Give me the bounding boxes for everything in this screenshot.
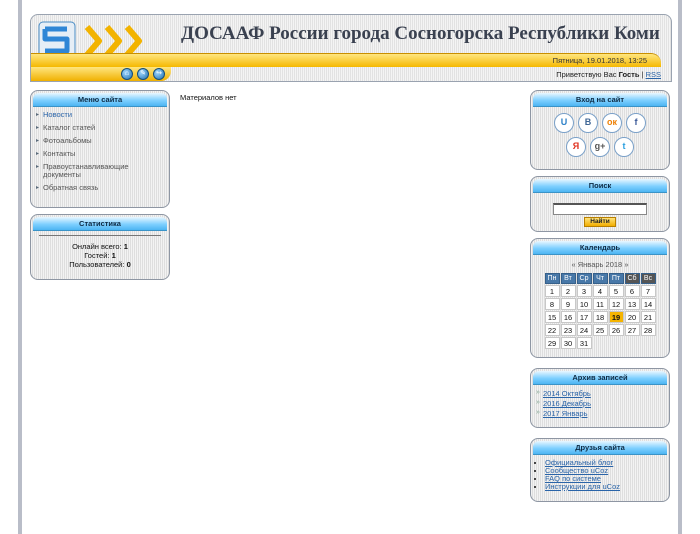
login-block — [530, 90, 670, 170]
calendar-day[interactable]: 20 — [625, 311, 640, 323]
calendar-day[interactable]: 14 — [641, 298, 656, 310]
archive-link[interactable]: 2016 Декабрь — [543, 399, 592, 408]
calendar-day — [609, 337, 624, 349]
search-title: Поиск — [533, 179, 667, 193]
calendar-day[interactable]: 30 — [561, 337, 576, 349]
twitter-icon[interactable]: t — [614, 137, 634, 157]
login-title: Вход на сайт — [533, 93, 667, 107]
weekday: Сб — [625, 273, 640, 284]
calendar-day[interactable]: 19 — [609, 311, 624, 323]
stats-online: Онлайн всего: 1 — [72, 242, 128, 251]
weekday: Пт — [609, 273, 624, 284]
calendar-week — [545, 285, 656, 297]
calendar-week — [545, 311, 656, 323]
search-input[interactable] — [553, 203, 647, 215]
menu-item-photos[interactable]: ▸ Фотоальбомы — [37, 137, 163, 145]
social-login-list — [531, 107, 669, 157]
friend-link[interactable]: FAQ по системе — [545, 474, 601, 483]
calendar-day[interactable]: 28 — [641, 324, 656, 336]
archive-title: Архив записей — [533, 371, 667, 385]
site-header — [30, 14, 672, 82]
list-item — [539, 389, 661, 398]
search-button[interactable]: Найти — [584, 217, 616, 227]
calendar-day[interactable]: 10 — [577, 298, 592, 310]
calendar-day[interactable]: 29 — [545, 337, 560, 349]
calendar-day[interactable]: 6 — [625, 285, 640, 297]
calendar-day[interactable]: 22 — [545, 324, 560, 336]
stats-users: Пользователей: 0 — [69, 260, 131, 269]
list-item — [539, 409, 661, 418]
ucoz-icon[interactable]: U — [554, 113, 574, 133]
archive-block — [530, 368, 670, 428]
calendar-day — [641, 337, 656, 349]
date-bar — [31, 53, 661, 67]
calendar-week — [545, 337, 656, 349]
friend-link[interactable]: Официальный блог — [545, 458, 614, 467]
calendar-day[interactable]: 3 — [577, 285, 592, 297]
calendar-day[interactable]: 21 — [641, 311, 656, 323]
rss-link[interactable]: RSS — [645, 70, 661, 79]
calendar-week — [545, 324, 656, 336]
calendar-day — [625, 337, 640, 349]
calendar-day[interactable]: 17 — [577, 311, 592, 323]
calendar-day[interactable]: 12 — [609, 298, 624, 310]
menu-list — [31, 107, 169, 201]
facebook-icon[interactable]: f — [626, 113, 646, 133]
home-icon[interactable]: ⌂ — [121, 68, 133, 80]
calendar-grid — [544, 272, 657, 350]
calendar-week — [545, 298, 656, 310]
login-icon[interactable]: ↪ — [153, 68, 165, 80]
calendar-day[interactable]: 27 — [625, 324, 640, 336]
calendar-weekdays — [545, 273, 656, 284]
calendar-day[interactable]: 13 — [625, 298, 640, 310]
menu-item-articles[interactable]: ▸ Каталог статей — [37, 124, 163, 132]
calendar-day[interactable]: 25 — [593, 324, 608, 336]
calendar-days — [545, 285, 656, 349]
calendar-title: Календарь — [533, 241, 667, 255]
calendar-prev-link[interactable]: « — [571, 260, 576, 269]
calendar-day[interactable]: 2 — [561, 285, 576, 297]
weekday: Ср — [577, 273, 592, 284]
calendar-block — [530, 238, 670, 358]
list-item — [539, 399, 661, 408]
odnoklassniki-icon[interactable]: ок — [602, 113, 622, 133]
calendar-day[interactable]: 5 — [609, 285, 624, 297]
no-materials-text: Материалов нет — [180, 93, 237, 102]
calendar-day — [593, 337, 608, 349]
icon-strip — [31, 67, 171, 81]
site-title: ДОСААФ России города Сосногорска Республики Коми — [181, 23, 660, 44]
stats-title: Статистика — [33, 217, 167, 231]
archive-list — [531, 385, 669, 423]
menu-item-contacts[interactable]: ▸ Контакты — [37, 150, 163, 158]
calendar-day[interactable]: 1 — [545, 285, 560, 297]
friend-link[interactable]: Инструкции для uCoz — [545, 482, 620, 491]
calendar-day[interactable]: 9 — [561, 298, 576, 310]
page — [18, 0, 682, 534]
stats-content — [31, 236, 169, 269]
weekday: Пн — [545, 273, 560, 284]
greeting-user: Гость — [618, 70, 640, 79]
search-block — [530, 176, 670, 232]
calendar-day[interactable]: 7 — [641, 285, 656, 297]
calendar-month: Январь 2018 — [577, 260, 623, 269]
weekday: Чт — [593, 273, 608, 284]
archive-link[interactable]: 2014 Октябрь — [543, 389, 591, 398]
calendar-day[interactable]: 4 — [593, 285, 608, 297]
greeting: Приветствую Вас Гость | RSS — [556, 70, 661, 79]
weekday: Вс — [641, 273, 656, 284]
menu-item-feedback[interactable]: ▸ Обратная связь — [37, 184, 163, 192]
stats-block — [30, 214, 170, 280]
stats-guests: Гостей: 1 — [84, 251, 116, 260]
friends-block — [530, 438, 670, 502]
friend-link[interactable]: Сообщество uCoz — [545, 466, 609, 475]
menu-title: Меню сайта — [33, 93, 167, 107]
calendar-day[interactable]: 24 — [577, 324, 592, 336]
calendar-day[interactable]: 18 — [593, 311, 608, 323]
weekday: Вт — [561, 273, 576, 284]
friends-list — [531, 455, 669, 491]
calendar-day[interactable]: 15 — [545, 311, 560, 323]
calendar-day[interactable]: 8 — [545, 298, 560, 310]
yandex-icon[interactable]: Я — [566, 137, 586, 157]
calendar-month-nav — [531, 260, 669, 269]
calendar-day[interactable]: 16 — [561, 311, 576, 323]
calendar-day[interactable]: 31 — [577, 337, 592, 349]
google-plus-icon[interactable]: g+ — [590, 137, 610, 157]
calendar-day[interactable]: 23 — [561, 324, 576, 336]
archive-link[interactable]: 2017 Январь — [543, 409, 588, 418]
calendar-day[interactable]: 26 — [609, 324, 624, 336]
vk-icon[interactable]: B — [578, 113, 598, 133]
calendar-day[interactable]: 11 — [593, 298, 608, 310]
menu-item-news[interactable]: ▸ Новости — [37, 111, 163, 119]
register-icon[interactable]: ✎ — [137, 68, 149, 80]
current-date: Пятница, 19.01.2018, 13:25 — [552, 56, 647, 65]
friends-title: Друзья сайта — [533, 441, 667, 455]
menu-block — [30, 90, 170, 208]
calendar-next-link[interactable]: » — [624, 260, 629, 269]
list-item — [545, 483, 661, 491]
menu-item-documents[interactable]: ▸ Правоустанавливающие документы — [37, 163, 163, 179]
